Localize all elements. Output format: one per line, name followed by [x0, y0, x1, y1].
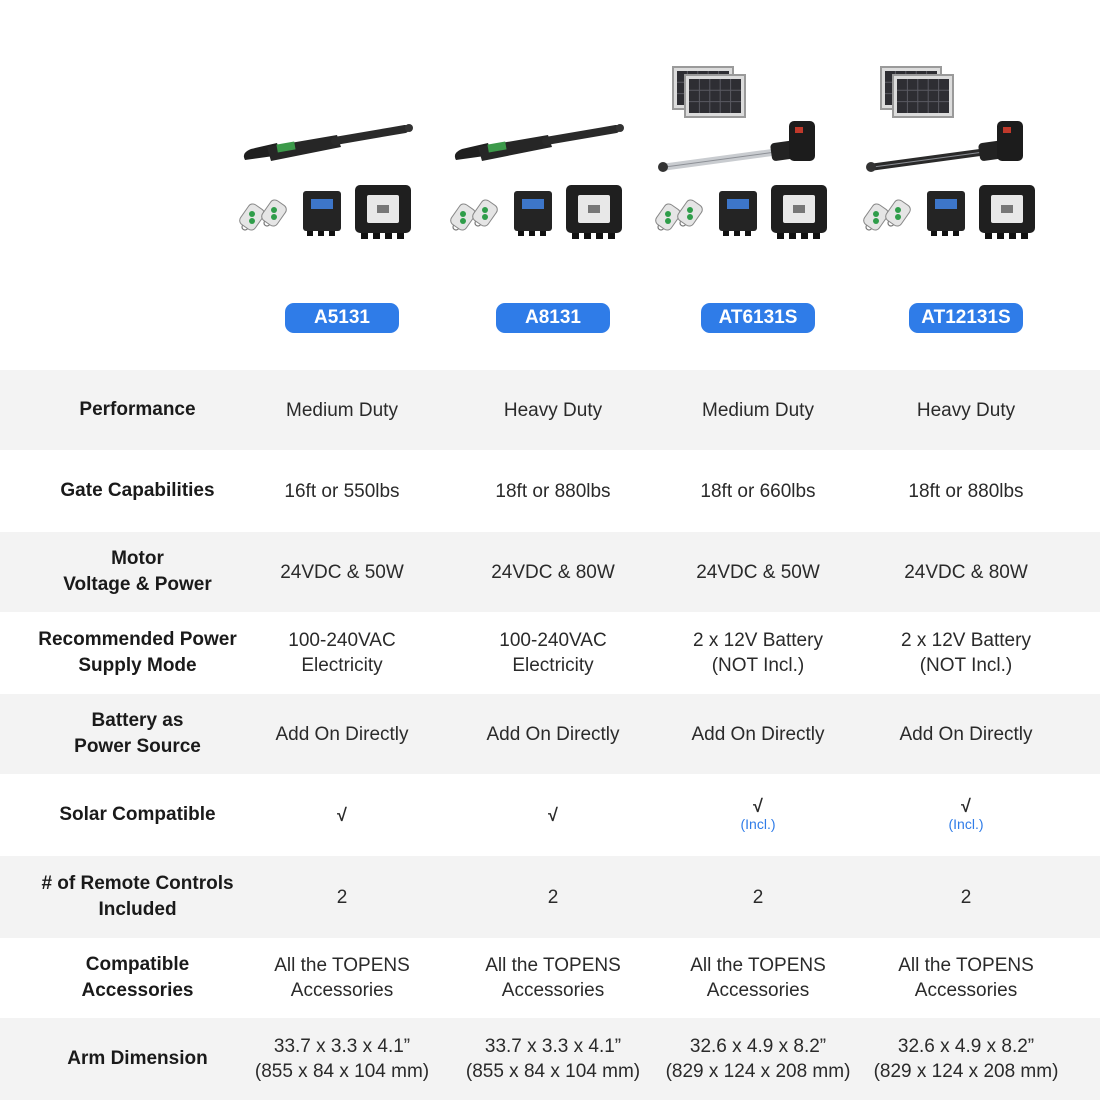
value-line: Electricity — [301, 655, 383, 676]
value-cell — [861, 532, 1071, 612]
row-label — [20, 938, 255, 1018]
value-line: All the TOPENS — [485, 955, 621, 976]
row-label — [20, 774, 255, 856]
gate-opener-arm-icon — [866, 121, 1023, 172]
table-row — [0, 774, 1100, 856]
check-mark: √ — [548, 805, 558, 825]
row-label-line: Accessories — [81, 980, 194, 1001]
value-cell — [448, 532, 658, 612]
value-cell — [448, 370, 658, 450]
value-cell — [448, 450, 658, 532]
value-line: Add On Directly — [899, 723, 1033, 745]
value-cell — [653, 774, 863, 856]
value-cell — [861, 938, 1071, 1018]
value-cell — [861, 856, 1071, 938]
table-row — [0, 612, 1100, 694]
value-line: 32.6 x 4.9 x 8.2” — [689, 1036, 827, 1057]
value-line: Heavy Duty — [916, 399, 1016, 421]
value-line: Medium Duty — [286, 399, 398, 421]
row-label-line: Motor — [111, 548, 164, 569]
value-cell — [448, 1018, 658, 1100]
value-line: 24VDC & 50W — [696, 561, 820, 583]
value-line: 32.6 x 4.9 x 8.2” — [897, 1036, 1035, 1057]
value-cell — [653, 370, 863, 450]
product-column — [861, 0, 1071, 370]
value-line: 100-240VAC — [499, 630, 607, 651]
value-cell — [861, 1018, 1071, 1100]
value-line: Accessories — [290, 980, 394, 1001]
value-cell — [237, 1018, 447, 1100]
solar-panel-icon — [893, 75, 953, 117]
value-cell — [448, 694, 658, 774]
control-box-icon — [979, 185, 1035, 239]
value-line: 24VDC & 80W — [491, 561, 615, 583]
row-label — [20, 532, 255, 612]
model-badge: AT6131S — [701, 303, 815, 333]
value-cell — [861, 694, 1071, 774]
value-cell — [653, 450, 863, 532]
table-row — [0, 1018, 1100, 1100]
value-cell — [448, 856, 658, 938]
row-label — [20, 694, 255, 774]
table-row — [0, 532, 1100, 612]
row-label-line: Solar Compatible — [59, 804, 216, 825]
value-line: All the TOPENS — [690, 955, 826, 976]
control-box-icon — [355, 185, 411, 239]
value-cell — [448, 938, 658, 1018]
receiver-box-icon — [927, 191, 965, 236]
row-label — [20, 612, 255, 694]
model-badge: A8131 — [496, 303, 610, 333]
check-mark: √ — [753, 796, 763, 816]
row-label-line: Recommended Power — [38, 629, 237, 650]
product-column — [448, 0, 658, 370]
row-label-line: Included — [98, 899, 177, 920]
value-line: 24VDC & 80W — [904, 561, 1028, 583]
product-column — [653, 0, 863, 370]
row-label-line: Battery as — [91, 710, 184, 731]
value-cell — [653, 694, 863, 774]
row-label-line: Supply Mode — [78, 655, 197, 676]
value-cell — [861, 612, 1071, 694]
included-note: (Incl.) — [740, 816, 776, 832]
value-line: Medium Duty — [702, 399, 814, 421]
product-image-wrapper — [861, 55, 1071, 245]
product-image-wrapper — [653, 55, 863, 245]
row-label — [20, 1018, 255, 1100]
value-line: Accessories — [501, 980, 605, 1001]
table-row — [0, 938, 1100, 1018]
value-line: 2 — [547, 886, 559, 908]
value-line: All the TOPENS — [898, 955, 1034, 976]
row-label-line: Power Source — [74, 736, 201, 757]
value-line: (NOT Incl.) — [919, 655, 1013, 676]
receiver-box-icon — [514, 191, 552, 236]
table-row — [0, 694, 1100, 774]
value-line: (829 x 124 x 208 mm) — [665, 1061, 851, 1082]
value-line: (829 x 124 x 208 mm) — [873, 1061, 1059, 1082]
value-line: Add On Directly — [275, 723, 409, 745]
value-line: Add On Directly — [691, 723, 825, 745]
row-label — [20, 370, 255, 450]
included-note: (Incl.) — [948, 816, 984, 832]
value-line: 18ft or 880lbs — [495, 480, 611, 502]
value-cell — [237, 612, 447, 694]
table-row — [0, 370, 1100, 450]
value-cell — [861, 450, 1071, 532]
gate-opener-arm-icon — [455, 124, 624, 161]
row-label — [20, 450, 255, 532]
remote-control-icon — [654, 198, 705, 232]
value-cell — [237, 450, 447, 532]
value-line: Accessories — [706, 980, 810, 1001]
value-line: 2 — [960, 886, 972, 908]
receiver-box-icon — [719, 191, 757, 236]
value-cell — [237, 370, 447, 450]
value-cell — [448, 612, 658, 694]
remote-control-icon — [238, 198, 289, 232]
product-image — [861, 55, 1071, 245]
product-image-wrapper — [448, 55, 658, 245]
gate-opener-arm-icon — [244, 124, 413, 161]
model-badge: AT12131S — [909, 303, 1023, 333]
value-line: 2 x 12V Battery — [693, 630, 823, 651]
control-box-icon — [771, 185, 827, 239]
value-cell — [237, 532, 447, 612]
value-line: 18ft or 660lbs — [700, 480, 816, 502]
value-cell — [237, 774, 447, 856]
value-cell — [653, 938, 863, 1018]
value-cell — [448, 774, 658, 856]
value-line: Heavy Duty — [503, 399, 603, 421]
product-image-wrapper — [237, 55, 447, 245]
value-line: 33.7 x 3.3 x 4.1” — [273, 1036, 411, 1057]
value-line: 2 x 12V Battery — [901, 630, 1031, 651]
value-line: 24VDC & 50W — [280, 561, 404, 583]
table-row — [0, 450, 1100, 532]
value-line: Add On Directly — [486, 723, 620, 745]
value-line: (855 x 84 x 104 mm) — [254, 1061, 430, 1082]
value-line: 2 — [752, 886, 764, 908]
product-image — [448, 55, 658, 245]
check-mark: √ — [961, 796, 971, 816]
row-label-line: Performance — [79, 399, 196, 420]
gate-opener-arm-icon — [658, 121, 815, 172]
value-cell — [237, 694, 447, 774]
row-label-line: Compatible — [85, 954, 190, 975]
value-line: All the TOPENS — [274, 955, 410, 976]
row-label-line: Gate Capabilities — [60, 480, 215, 501]
table-row — [0, 856, 1100, 938]
value-line: 18ft or 880lbs — [908, 480, 1024, 502]
value-cell — [861, 370, 1071, 450]
value-line: Accessories — [914, 980, 1018, 1001]
value-line: 2 — [336, 886, 348, 908]
solar-panel-icon — [685, 75, 745, 117]
control-box-icon — [566, 185, 622, 239]
remote-control-icon — [862, 198, 913, 232]
value-line: (855 x 84 x 104 mm) — [465, 1061, 641, 1082]
remote-control-icon — [449, 198, 500, 232]
value-line: 100-240VAC — [288, 630, 396, 651]
model-badge: A5131 — [285, 303, 399, 333]
row-label-line: Arm Dimension — [67, 1048, 208, 1069]
value-cell — [653, 1018, 863, 1100]
row-label-line: Voltage & Power — [63, 574, 212, 595]
product-image — [653, 55, 863, 245]
value-cell — [653, 856, 863, 938]
value-line: 33.7 x 3.3 x 4.1” — [484, 1036, 622, 1057]
value-cell — [653, 612, 863, 694]
value-cell — [237, 938, 447, 1018]
receiver-box-icon — [303, 191, 341, 236]
row-label — [20, 856, 255, 938]
value-line: 16ft or 550lbs — [284, 480, 400, 502]
value-cell — [653, 532, 863, 612]
value-line: Electricity — [512, 655, 594, 676]
check-mark: √ — [337, 805, 347, 825]
value-cell — [237, 856, 447, 938]
product-image — [237, 55, 447, 245]
value-line: (NOT Incl.) — [711, 655, 805, 676]
product-column — [237, 0, 447, 370]
product-header — [0, 0, 1100, 370]
row-label-line: # of Remote Controls — [41, 873, 234, 894]
value-cell — [861, 774, 1071, 856]
